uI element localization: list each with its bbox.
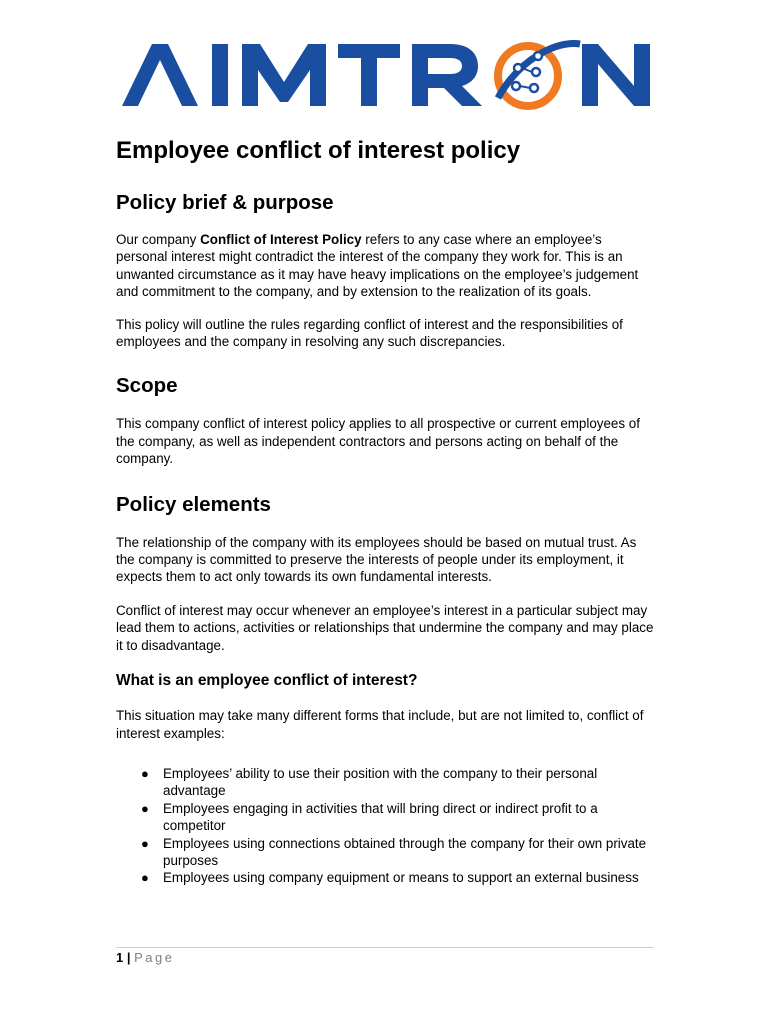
list-item — [116, 800, 656, 835]
elements-paragraph-3: This situation may take many different forms that include, but are not limited to, conflict of interest examples: — [116, 708, 644, 741]
list-item — [116, 869, 656, 886]
bullet-icon: ● — [141, 870, 149, 886]
elements-paragraph-2: Conflict of interest may occur whenever an employee’s interest in a particular subject may lead them to actions, activities or relationships that undermine the company and may place it to disadvantage. — [116, 602, 654, 653]
heading-policy-elements: Policy elements — [116, 492, 271, 516]
page-label: Page — [134, 950, 175, 965]
brief-p1-rest: refers to any case where an employee’s personal interest might contradict the interest of the company they work for. This is an unwanted circumstance as it may have heavy implications on the employee’s judgement and commitment to the company, and by extension to the realization of its goals. — [116, 232, 639, 300]
page-footer — [116, 950, 174, 966]
document-title: Employee conflict of interest policy — [116, 137, 521, 164]
conflict-examples-list — [116, 765, 656, 887]
brief-paragraph-1 — [116, 231, 656, 301]
brief-paragraph-2: This policy will outline the rules regarding conflict of interest and the responsibilities of employees and the company in resolving any such discrepancies. — [116, 316, 623, 350]
list-item-text: Employees’ ability to use their position with the company to their personal advantage — [163, 765, 598, 799]
heading-policy-brief: Policy brief & purpose — [116, 191, 334, 214]
list-item — [116, 835, 656, 870]
footer-divider — [116, 947, 654, 948]
bullet-icon: ● — [141, 800, 149, 816]
scope-paragraph: This company conflict of interest policy applies to all prospective or current employees of the company, as well as independent contractors and persons acting on behalf of the company. — [116, 416, 640, 467]
brief-p1-intro: Our company — [116, 232, 201, 247]
aimtron-logo — [120, 38, 654, 110]
list-item-text: Employees using company equipment or means to support an external business — [163, 870, 639, 886]
brief-p1-bold-term: Conflict of Interest Policy — [200, 232, 362, 247]
list-item-text: Employees using connections obtained through the company for their own private purposes — [163, 835, 647, 868]
elements-paragraph-1: The relationship of the company with its employees should be based on mutual trust. As the company is committed to preserve the interests of people under its employment, it expects them to act only towards its own fundamental interests. — [116, 534, 637, 585]
logo-graphic — [120, 38, 654, 110]
bullet-icon: ● — [141, 765, 149, 781]
list-item — [116, 765, 656, 800]
subheading-what-is-conflict: What is an employee conflict of interest? — [116, 672, 418, 690]
document-body — [116, 134, 656, 887]
bullet-icon: ● — [141, 835, 149, 851]
footer-separator: | — [123, 950, 135, 965]
heading-scope: Scope — [116, 374, 178, 398]
list-item-text: Employees engaging in activities that will bring direct or indirect profit to a competitor — [163, 800, 598, 834]
page-number: 1 — [116, 950, 124, 965]
